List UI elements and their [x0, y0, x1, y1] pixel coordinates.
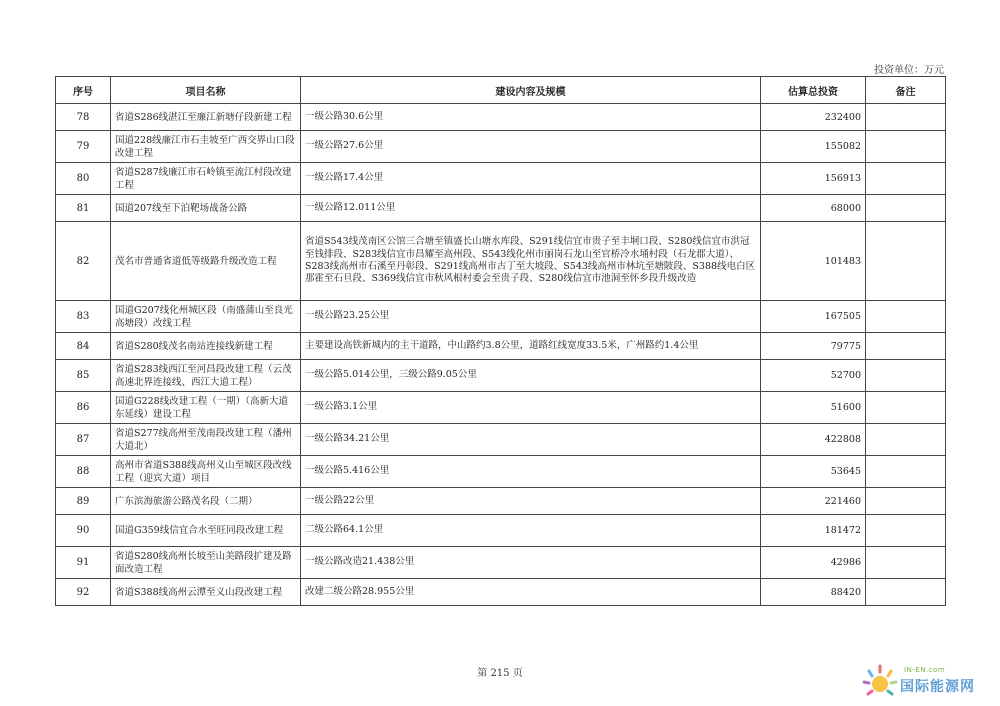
row-no: 88: [56, 456, 111, 488]
table-row: [56, 488, 946, 515]
row-content: 省道S543线茂南区公馆三合塘至镇盛长山塘水库段、S291线信宜市贵子至丰垌口段、S280线信宜市洪冠至钱排段、S283线信宜市昌耀至高州段、S543线化州市丽岗石龙山至官桥冷水埇村段（石龙郡大道）、S283线高州市石溪至丹彰段、S291线高州市古丁至大坡段、S543线高州市林坑至塘陂段、S388线电白区那霍至石旦段、S369线信宜市秋风根村委会至贵子段、S280线信宜市池洞至怀乡段升级改造: [301, 222, 761, 301]
row-no: 86: [56, 392, 111, 424]
row-content: 一级公路12.011公里: [301, 195, 761, 222]
row-project-name: 广东滨海旅游公路茂名段（二期）: [111, 488, 301, 515]
row-content: 一级公路27.6公里: [301, 131, 761, 163]
row-project-name: 国道G228线改建工程（一期）（高新大道东延线）建设工程: [111, 392, 301, 424]
table-row: [56, 456, 946, 488]
row-remark: [866, 547, 946, 579]
row-investment: 101483: [761, 222, 866, 301]
row-content: 一级公路22公里: [301, 488, 761, 515]
row-project-name: 省道S286线湛江至廉江新塘仔段新建工程: [111, 104, 301, 131]
row-remark: [866, 456, 946, 488]
row-investment: 79775: [761, 333, 866, 360]
row-no: 85: [56, 360, 111, 392]
row-no: 79: [56, 131, 111, 163]
row-remark: [866, 195, 946, 222]
row-project-name: 国道G207线化州城区段（南盛蒲山至良光高塘段）改线工程: [111, 301, 301, 333]
table-row: [56, 547, 946, 579]
row-project-name: 省道S287线廉江市石岭镇至流江村段改建工程: [111, 163, 301, 195]
watermark-name: 国际能源网: [900, 679, 975, 695]
row-remark: [866, 392, 946, 424]
project-table: [55, 76, 946, 606]
table-row: [56, 392, 946, 424]
row-investment: 232400: [761, 104, 866, 131]
row-project-name: 茂名市普通省道低等级路升级改造工程: [111, 222, 301, 301]
row-remark: [866, 301, 946, 333]
table-row: [56, 195, 946, 222]
table-row: [56, 131, 946, 163]
row-remark: [866, 163, 946, 195]
row-project-name: 国道207线至下泊靶场战备公路: [111, 195, 301, 222]
row-no: 87: [56, 424, 111, 456]
header-name: 项目名称: [111, 77, 301, 104]
table-row: [56, 515, 946, 547]
row-content: 一级公路34.21公里: [301, 424, 761, 456]
table-row: [56, 104, 946, 131]
row-investment: 167505: [761, 301, 866, 333]
row-content: 一级公路17.4公里: [301, 163, 761, 195]
header-no: 序号: [56, 77, 111, 104]
row-no: 89: [56, 488, 111, 515]
row-remark: [866, 131, 946, 163]
sun-logo-icon: [860, 662, 900, 702]
investment-unit-label: 投资单位：万元: [874, 65, 944, 76]
row-project-name: 国道G359线信宜合水至旺同段改建工程: [111, 515, 301, 547]
row-no: 91: [56, 547, 111, 579]
row-content: 一级公路5.416公里: [301, 456, 761, 488]
row-investment: 181472: [761, 515, 866, 547]
watermark-site: IN-EN.com: [904, 666, 946, 674]
row-remark: [866, 360, 946, 392]
row-project-name: 国道228线廉江市石圭坡至广西交界山口段改建工程: [111, 131, 301, 163]
row-remark: [866, 579, 946, 606]
row-content: 一级公路5.014公里，三级公路9.05公里: [301, 360, 761, 392]
row-project-name: 省道S280线高州长坡至山美路段扩建及路面改造工程: [111, 547, 301, 579]
table-row: [56, 163, 946, 195]
row-remark: [866, 515, 946, 547]
row-content: 一级公路3.1公里: [301, 392, 761, 424]
row-investment: 155082: [761, 131, 866, 163]
header-remark: 备注: [866, 77, 946, 104]
row-content: 主要建设高铁新城内的主干道路，中山路约3.8公里，道路红线宽度33.5米，广州路约1.4公里: [301, 333, 761, 360]
row-content: 一级公路23.25公里: [301, 301, 761, 333]
row-content: 二级公路64.1公里: [301, 515, 761, 547]
row-investment: 88420: [761, 579, 866, 606]
table-row: [56, 360, 946, 392]
row-remark: [866, 424, 946, 456]
row-content: 一级公路30.6公里: [301, 104, 761, 131]
page-number: 第 215 页: [477, 668, 523, 679]
row-no: 84: [56, 333, 111, 360]
row-no: 90: [56, 515, 111, 547]
watermark-logo: [860, 662, 996, 702]
table-row: [56, 301, 946, 333]
row-remark: [866, 488, 946, 515]
row-content: 改建二级公路28.955公里: [301, 579, 761, 606]
row-investment: 221460: [761, 488, 866, 515]
row-investment: 422808: [761, 424, 866, 456]
row-investment: 156913: [761, 163, 866, 195]
table-row: [56, 333, 946, 360]
header-content: 建设内容及规模: [301, 77, 761, 104]
table-row: [56, 424, 946, 456]
row-investment: 42986: [761, 547, 866, 579]
table-row: [56, 222, 946, 301]
row-project-name: 省道S277线高州至茂南段改建工程（潘州大道北）: [111, 424, 301, 456]
row-remark: [866, 222, 946, 301]
row-investment: 53645: [761, 456, 866, 488]
row-no: 82: [56, 222, 111, 301]
row-content: 一级公路改造21.438公里: [301, 547, 761, 579]
row-no: 83: [56, 301, 111, 333]
row-no: 80: [56, 163, 111, 195]
row-no: 92: [56, 579, 111, 606]
row-investment: 68000: [761, 195, 866, 222]
table-row: [56, 579, 946, 606]
row-remark: [866, 333, 946, 360]
row-investment: 51600: [761, 392, 866, 424]
row-project-name: 省道S283线西江至河昌段改建工程（云茂高速北界连接线、西江大道工程）: [111, 360, 301, 392]
row-project-name: 高州市省道S388线高州义山至城区段改线工程（迎宾大道）项目: [111, 456, 301, 488]
row-remark: [866, 104, 946, 131]
table-header-row: [56, 77, 946, 104]
row-project-name: 省道S388线高州云潭至义山段改建工程: [111, 579, 301, 606]
header-investment: 估算总投资: [761, 77, 866, 104]
row-no: 81: [56, 195, 111, 222]
row-investment: 52700: [761, 360, 866, 392]
row-project-name: 省道S280线茂名南站连接线新建工程: [111, 333, 301, 360]
row-no: 78: [56, 104, 111, 131]
